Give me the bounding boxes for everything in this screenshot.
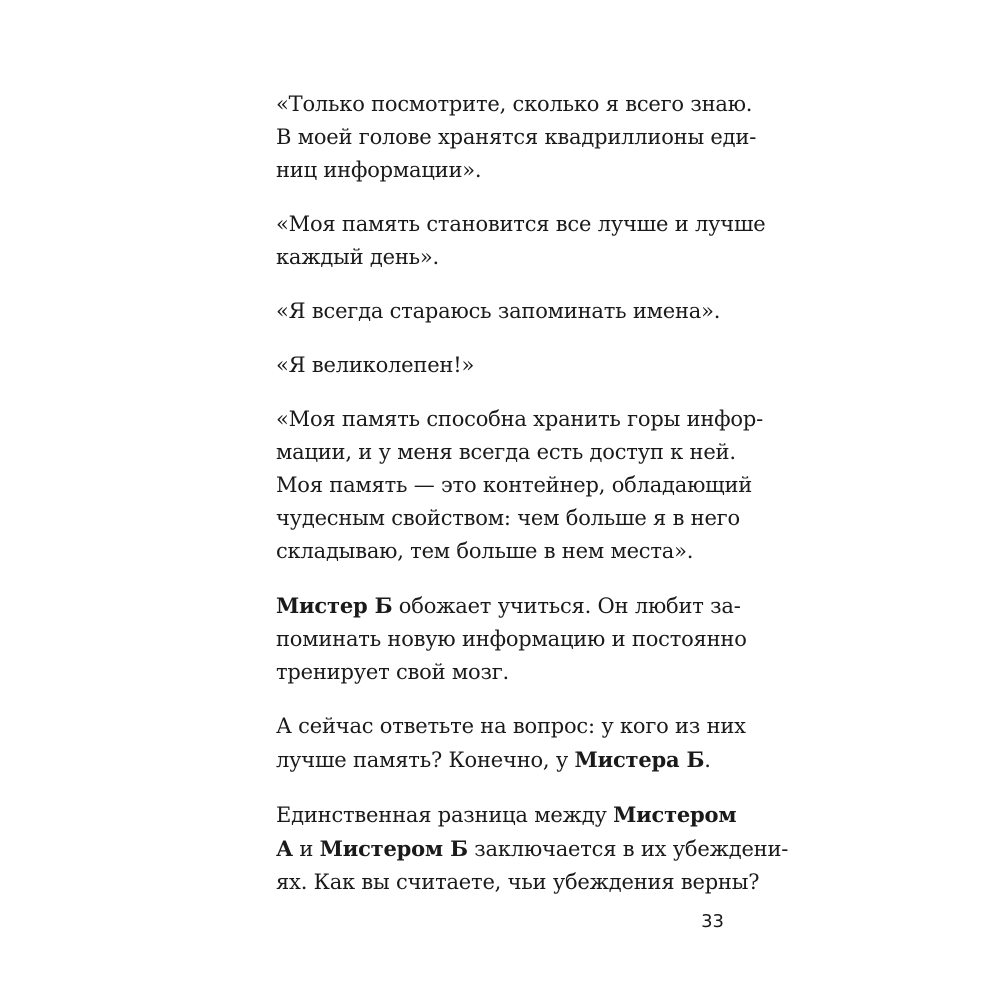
bold-name: Мистером Б bbox=[319, 836, 468, 861]
text-line: поминать новую информацию и постоянно bbox=[276, 627, 747, 651]
bold-name: Мистером bbox=[613, 802, 737, 827]
text-line: «Я всегда стараюсь запоминать имена». bbox=[276, 299, 721, 323]
bold-name: Мистер Б bbox=[276, 593, 393, 618]
text-span: . bbox=[704, 748, 711, 772]
text-span: лучше память? Конечно, у bbox=[276, 748, 575, 772]
text-line: Моя память — это контейнер, обладающий bbox=[276, 473, 753, 497]
text-line: В моей голове хранятся квадриллионы еди- bbox=[276, 125, 757, 149]
text-line bbox=[276, 743, 728, 777]
page-number: 33 bbox=[701, 911, 724, 932]
paragraph-quote-memory-better bbox=[276, 208, 766, 274]
text-line: каждый день». bbox=[276, 245, 439, 269]
text-line: «Я великолепен!» bbox=[276, 353, 475, 377]
text-line: А сейчас ответьте на вопрос: у кого из них bbox=[276, 714, 746, 738]
text-line: тренирует свой мозг. bbox=[276, 660, 510, 684]
text-span: заключается в их убеждени- bbox=[467, 837, 789, 861]
bold-name: Мистера Б bbox=[574, 747, 705, 772]
text-line: складываю, тем больше в нем места». bbox=[276, 539, 694, 563]
text-line: «Моя память становится все лучше и лучше bbox=[276, 212, 766, 236]
text-line: «Моя память способна хранить горы инфор- bbox=[276, 407, 763, 431]
text-line: чудесным свойством: чем больше я в него bbox=[276, 506, 740, 530]
paragraph-quote-names bbox=[276, 295, 728, 328]
text-line bbox=[276, 589, 741, 623]
text-line: мации, и у меня всегда есть доступ к ней. bbox=[276, 440, 736, 464]
paragraph-beliefs bbox=[276, 798, 789, 899]
body-text bbox=[276, 88, 789, 920]
paragraph-quote-container bbox=[276, 403, 763, 568]
paragraph-quote-knowledge bbox=[276, 88, 757, 187]
paragraph-quote-magnificent bbox=[276, 349, 728, 382]
text-line bbox=[276, 798, 737, 832]
text-line bbox=[276, 832, 789, 866]
text-span: Единственная разница между bbox=[276, 803, 614, 827]
text-line: ях. Как вы считаете, чьи убеждения верны? bbox=[276, 870, 760, 894]
bold-name: А bbox=[276, 836, 293, 861]
text-span: и bbox=[292, 837, 320, 861]
paragraph-mister-b-learns bbox=[276, 589, 747, 689]
text-span: обожает учиться. Он любит за- bbox=[392, 594, 741, 618]
text-line: ниц информации». bbox=[276, 158, 482, 182]
text-line: «Только посмотрите, сколько я всего знаю. bbox=[276, 92, 753, 116]
paragraph-question bbox=[276, 710, 746, 777]
